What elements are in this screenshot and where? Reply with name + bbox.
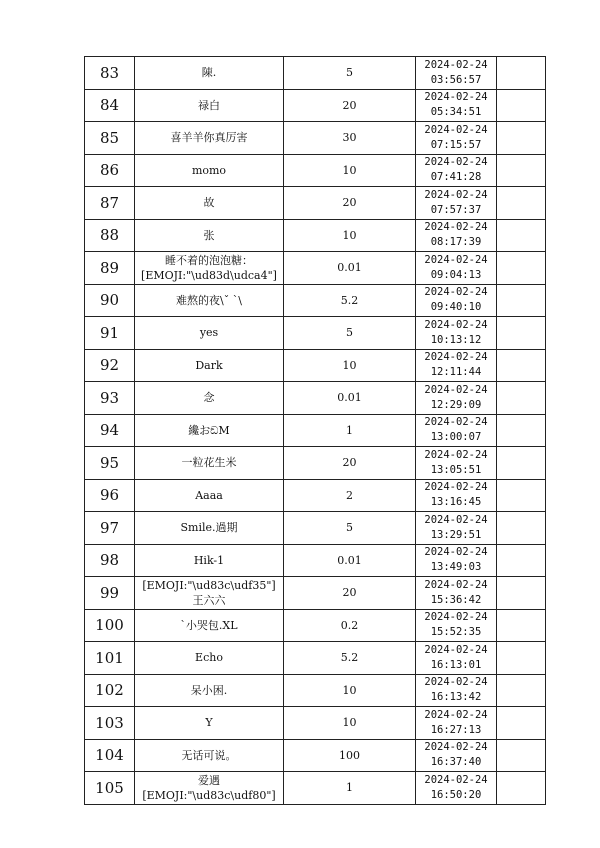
table-row: [85, 89, 546, 122]
empty-cell: [497, 544, 546, 577]
timestamp-date: 2024-02-24: [424, 351, 488, 364]
donor-name-cell: [135, 544, 284, 577]
empty-cell: [497, 122, 546, 155]
timestamp-cell: [416, 642, 497, 675]
timestamp-cell: [416, 154, 497, 187]
timestamp-cell: [416, 512, 497, 545]
donor-name-cell: [135, 512, 284, 545]
donor-name-line: 睡不着的泡泡糖：: [165, 253, 253, 267]
timestamp-date: 2024-02-24: [424, 708, 488, 721]
row-number: 104: [85, 739, 135, 772]
table-body: [85, 57, 546, 805]
donor-name-cell: [135, 57, 284, 90]
timestamp-time: 13:49:03: [430, 561, 482, 574]
timestamp-time: 16:13:01: [430, 658, 482, 671]
empty-cell: [497, 187, 546, 220]
table-row: [85, 187, 546, 220]
donor-name-cell: [135, 642, 284, 675]
empty-cell: [497, 512, 546, 545]
timestamp-time: 08:17:39: [430, 236, 482, 249]
donor-name-line: Echo: [195, 651, 223, 665]
donor-name-line: 难熬的夜\ˇ ˋ\: [176, 293, 242, 307]
donor-name-line: [EMOJI:"\ud83c\udf35"]: [142, 578, 276, 592]
donor-name-cell: [135, 674, 284, 707]
row-number: 99: [85, 577, 135, 610]
donor-name-line: Aaaa: [195, 488, 223, 502]
timestamp-cell: [416, 707, 497, 740]
timestamp-cell: [416, 739, 497, 772]
donor-name-line: 念: [203, 391, 215, 405]
empty-cell: [497, 479, 546, 512]
donor-name-cell: [135, 609, 284, 642]
donor-name-cell: [135, 577, 284, 610]
timestamp-time: 15:52:35: [430, 626, 482, 639]
table-row: [85, 642, 546, 675]
donation-table: [84, 56, 546, 805]
amount-cell: 10: [284, 154, 416, 187]
empty-cell: [497, 739, 546, 772]
donor-name-line: 陳.: [201, 66, 217, 80]
row-number: 93: [85, 382, 135, 415]
empty-cell: [497, 284, 546, 317]
row-number: 89: [85, 252, 135, 285]
timestamp-date: 2024-02-24: [424, 643, 488, 656]
donor-name-line: yes: [199, 326, 219, 340]
amount-cell: 5.2: [284, 642, 416, 675]
timestamp-time: 13:29:51: [430, 528, 482, 541]
amount-cell: 1: [284, 414, 416, 447]
timestamp-time: 12:11:44: [430, 366, 482, 379]
amount-cell: 20: [284, 447, 416, 480]
timestamp-time: 13:05:51: [430, 463, 482, 476]
timestamp-date: 2024-02-24: [424, 58, 488, 71]
amount-cell: 30: [284, 122, 416, 155]
donor-name-line: Y: [205, 716, 213, 730]
amount-cell: 10: [284, 349, 416, 382]
amount-cell: 1: [284, 772, 416, 805]
empty-cell: [497, 414, 546, 447]
timestamp-cell: [416, 382, 497, 415]
timestamp-date: 2024-02-24: [424, 123, 488, 136]
row-number: 84: [85, 89, 135, 122]
amount-cell: 0.01: [284, 382, 416, 415]
timestamp-cell: [416, 122, 497, 155]
donor-name-line: momo: [191, 163, 227, 177]
amount-cell: 20: [284, 577, 416, 610]
amount-cell: 100: [284, 739, 416, 772]
donor-name-cell: [135, 479, 284, 512]
donor-name-line: ˋ小哭包.XL: [180, 618, 238, 632]
amount-cell: 0.01: [284, 252, 416, 285]
table-row: [85, 772, 546, 805]
table-row: [85, 707, 546, 740]
row-number: 86: [85, 154, 135, 187]
row-number: 96: [85, 479, 135, 512]
row-number: 95: [85, 447, 135, 480]
timestamp-date: 2024-02-24: [424, 513, 488, 526]
table-row: [85, 219, 546, 252]
donor-name-cell: [135, 187, 284, 220]
donor-name-cell: [135, 317, 284, 350]
amount-cell: 20: [284, 89, 416, 122]
row-number: 94: [85, 414, 135, 447]
row-number: 85: [85, 122, 135, 155]
timestamp-date: 2024-02-24: [424, 773, 488, 786]
donor-name-line: 无话可说。: [181, 748, 237, 762]
donor-name-line: 张: [203, 228, 215, 242]
table-row: [85, 674, 546, 707]
timestamp-date: 2024-02-24: [424, 611, 488, 624]
donor-name-line: Dark: [195, 358, 223, 372]
timestamp-time: 16:50:20: [430, 788, 482, 801]
donor-name-line: Hik-1: [193, 553, 225, 567]
timestamp-date: 2024-02-24: [424, 286, 488, 299]
table-row: [85, 544, 546, 577]
timestamp-time: 07:15:57: [430, 138, 482, 151]
amount-cell: 0.01: [284, 544, 416, 577]
donor-name-line: 一粒花生米: [181, 456, 237, 470]
timestamp-time: 07:57:37: [430, 203, 482, 216]
timestamp-time: 03:56:57: [430, 73, 482, 86]
row-number: 91: [85, 317, 135, 350]
table-row: [85, 447, 546, 480]
table-row: [85, 57, 546, 90]
amount-cell: 0.2: [284, 609, 416, 642]
timestamp-date: 2024-02-24: [424, 318, 488, 331]
donor-name-cell: [135, 382, 284, 415]
timestamp-time: 13:00:07: [430, 431, 482, 444]
empty-cell: [497, 382, 546, 415]
timestamp-date: 2024-02-24: [424, 188, 488, 201]
timestamp-time: 13:16:45: [430, 496, 482, 509]
empty-cell: [497, 252, 546, 285]
timestamp-cell: [416, 674, 497, 707]
row-number: 97: [85, 512, 135, 545]
timestamp-cell: [416, 57, 497, 90]
timestamp-time: 15:36:42: [430, 593, 482, 606]
timestamp-cell: [416, 252, 497, 285]
donor-name-line: 禄白: [198, 98, 220, 112]
table-row: [85, 382, 546, 415]
row-number: 92: [85, 349, 135, 382]
table-row: [85, 252, 546, 285]
row-number: 102: [85, 674, 135, 707]
timestamp-cell: [416, 219, 497, 252]
timestamp-date: 2024-02-24: [424, 741, 488, 754]
donor-name-line: [EMOJI:"\ud83d\udca4"]: [141, 268, 277, 282]
timestamp-time: 07:41:28: [430, 171, 482, 184]
donor-name-cell: [135, 89, 284, 122]
donor-name-cell: [135, 284, 284, 317]
row-number: 83: [85, 57, 135, 90]
timestamp-date: 2024-02-24: [424, 481, 488, 494]
timestamp-cell: [416, 479, 497, 512]
timestamp-time: 05:34:51: [430, 106, 482, 119]
table-row: [85, 284, 546, 317]
empty-cell: [497, 642, 546, 675]
amount-cell: 5: [284, 512, 416, 545]
donor-name-cell: [135, 154, 284, 187]
timestamp-date: 2024-02-24: [424, 546, 488, 559]
donor-name-line: 喜羊羊你真厉害: [170, 131, 248, 145]
timestamp-cell: [416, 447, 497, 480]
timestamp-time: 09:04:13: [430, 268, 482, 281]
timestamp-cell: [416, 89, 497, 122]
timestamp-cell: [416, 349, 497, 382]
empty-cell: [497, 154, 546, 187]
amount-cell: 10: [284, 707, 416, 740]
row-number: 100: [85, 609, 135, 642]
timestamp-time: 09:40:10: [430, 301, 482, 314]
empty-cell: [497, 317, 546, 350]
amount-cell: 5.2: [284, 284, 416, 317]
timestamp-date: 2024-02-24: [424, 676, 488, 689]
amount-cell: 5: [284, 317, 416, 350]
empty-cell: [497, 609, 546, 642]
empty-cell: [497, 674, 546, 707]
donor-name-line: 呆小困.: [190, 683, 228, 697]
timestamp-date: 2024-02-24: [424, 383, 488, 396]
table-row: [85, 154, 546, 187]
donor-name-cell: [135, 707, 284, 740]
table-row: [85, 317, 546, 350]
timestamp-date: 2024-02-24: [424, 221, 488, 234]
table-row: [85, 414, 546, 447]
empty-cell: [497, 349, 546, 382]
timestamp-cell: [416, 772, 497, 805]
timestamp-cell: [416, 187, 497, 220]
table-row: [85, 479, 546, 512]
timestamp-date: 2024-02-24: [424, 156, 488, 169]
donor-name-line: 爱遇: [198, 773, 220, 787]
table-row: [85, 122, 546, 155]
table-row: [85, 349, 546, 382]
table-row: [85, 577, 546, 610]
amount-cell: 10: [284, 674, 416, 707]
timestamp-date: 2024-02-24: [424, 91, 488, 104]
row-number: 98: [85, 544, 135, 577]
timestamp-time: 16:13:42: [430, 691, 482, 704]
donor-name-cell: [135, 219, 284, 252]
timestamp-time: 10:13:12: [430, 333, 482, 346]
table-row: [85, 609, 546, 642]
donor-name-cell: [135, 739, 284, 772]
timestamp-cell: [416, 317, 497, 350]
timestamp-cell: [416, 414, 497, 447]
donor-name-line: [EMOJI:"\ud83c\udf80"]: [142, 788, 276, 802]
row-number: 87: [85, 187, 135, 220]
donor-name-cell: [135, 772, 284, 805]
timestamp-date: 2024-02-24: [424, 448, 488, 461]
amount-cell: 10: [284, 219, 416, 252]
amount-cell: 2: [284, 479, 416, 512]
row-number: 101: [85, 642, 135, 675]
row-number: 105: [85, 772, 135, 805]
timestamp-date: 2024-02-24: [424, 578, 488, 591]
timestamp-date: 2024-02-24: [424, 253, 488, 266]
donor-name-cell: [135, 349, 284, 382]
donor-name-line: 纔おඞM: [188, 423, 230, 437]
donor-name-cell: [135, 447, 284, 480]
row-number: 103: [85, 707, 135, 740]
timestamp-time: 16:27:13: [430, 723, 482, 736]
donor-name-line: Smile.過期: [180, 521, 238, 535]
empty-cell: [497, 577, 546, 610]
donor-name-line: 王六六: [192, 593, 226, 607]
donor-name-line: 故: [203, 196, 215, 210]
timestamp-cell: [416, 609, 497, 642]
empty-cell: [497, 772, 546, 805]
timestamp-cell: [416, 544, 497, 577]
empty-cell: [497, 447, 546, 480]
table-row: [85, 739, 546, 772]
row-number: 90: [85, 284, 135, 317]
empty-cell: [497, 707, 546, 740]
donor-name-cell: [135, 122, 284, 155]
table-row: [85, 512, 546, 545]
empty-cell: [497, 219, 546, 252]
timestamp-cell: [416, 577, 497, 610]
timestamp-cell: [416, 284, 497, 317]
amount-cell: 20: [284, 187, 416, 220]
donor-name-cell: [135, 414, 284, 447]
empty-cell: [497, 89, 546, 122]
timestamp-time: 16:37:40: [430, 756, 482, 769]
row-number: 88: [85, 219, 135, 252]
amount-cell: 5: [284, 57, 416, 90]
empty-cell: [497, 57, 546, 90]
timestamp-date: 2024-02-24: [424, 416, 488, 429]
timestamp-time: 12:29:09: [430, 398, 482, 411]
donor-name-cell: [135, 252, 284, 285]
